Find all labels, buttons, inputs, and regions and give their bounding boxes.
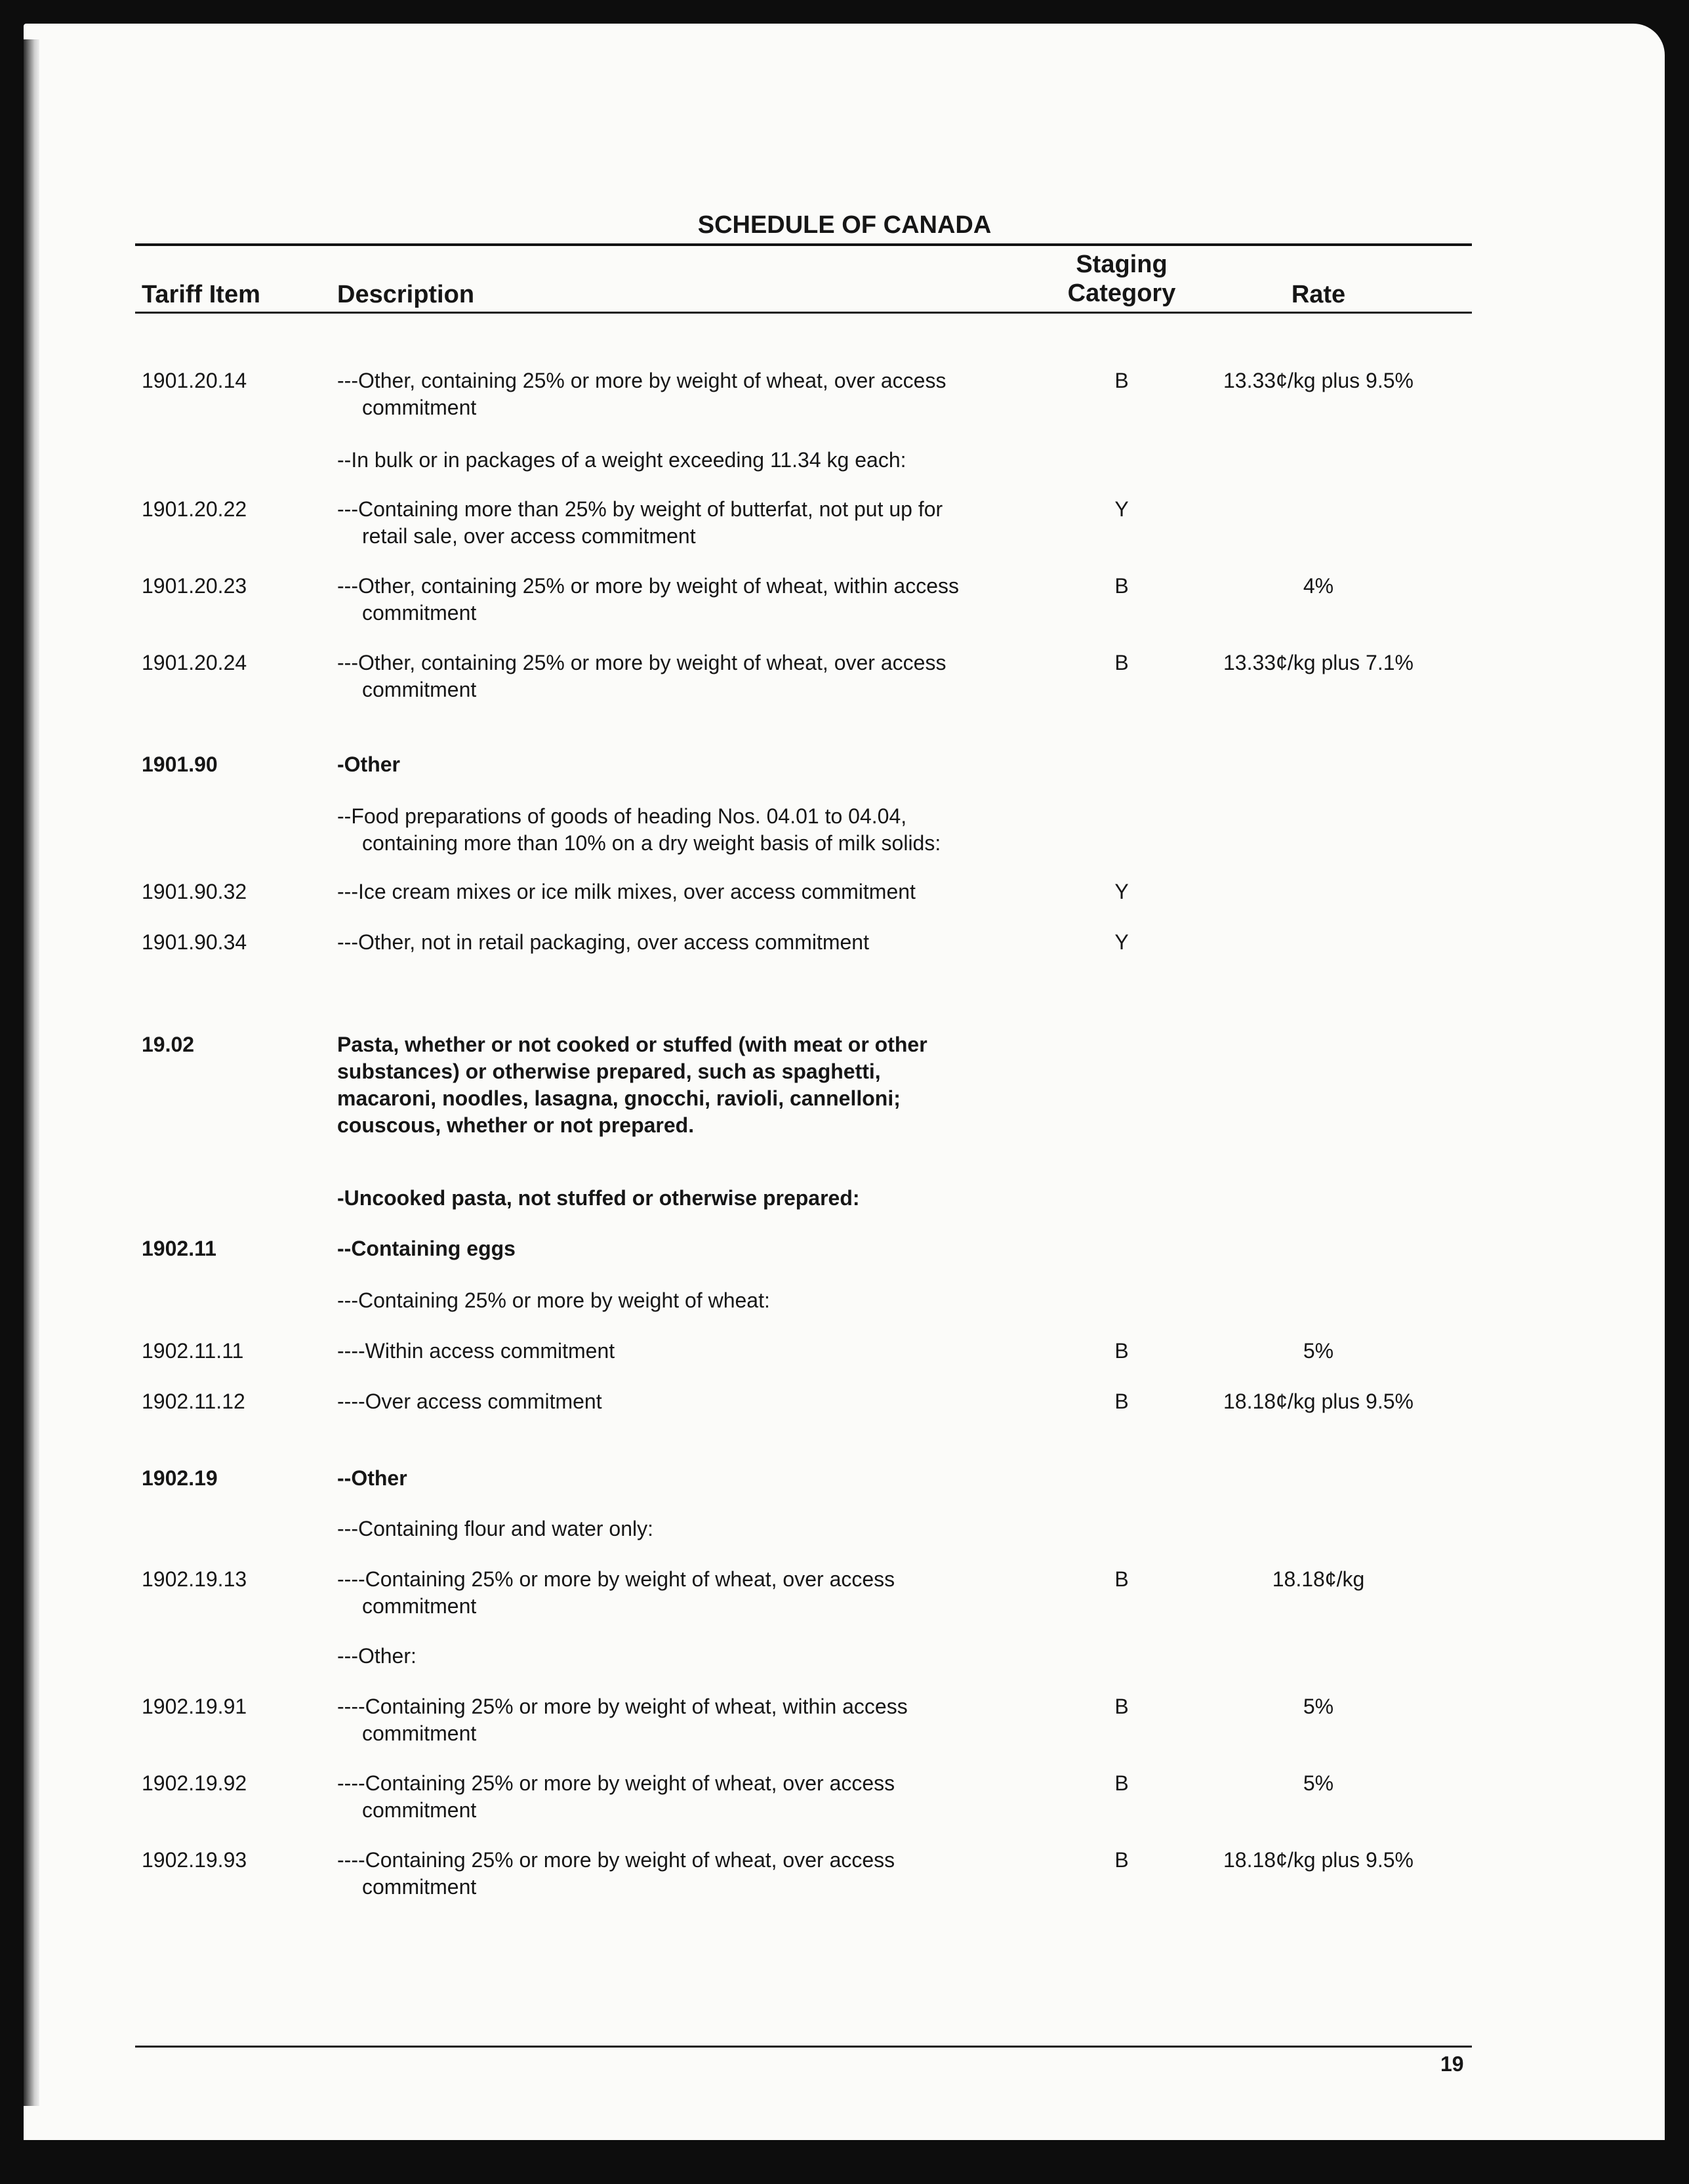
description-text: ---Other, not in retail packaging, over access commitment (337, 930, 869, 954)
description-cell (337, 1847, 993, 1901)
description-text: -Uncooked pasta, not stuffed or otherwise prepared: (337, 1186, 860, 1210)
description-text: ----Within access commitment (337, 1339, 615, 1363)
description-text: --Other (337, 1466, 407, 1490)
staging-category-cell: B (1114, 1567, 1129, 1591)
description-cell (337, 1031, 993, 1139)
rate-cell: 4% (1303, 574, 1334, 598)
col-header-description: Description (337, 281, 475, 308)
tariff-item-cell: 1902.19.93 (142, 1848, 247, 1872)
description-text: ---Containing more than 25% by weight of butterfat, not put up for retail sale, over access commitment (337, 497, 943, 548)
col-header-staging-line2: Category (1067, 279, 1176, 307)
staging-category-cell: Y (1114, 880, 1129, 903)
description-text: --Food preparations of goods of heading Nos. 04.01 to 04.04, containing more than 10% on a dry weight basis of milk solids: (337, 804, 941, 855)
tariff-item-cell: 1901.20.22 (142, 497, 247, 521)
rate-cell: 5% (1303, 1695, 1334, 1718)
tariff-item-cell: 1902.11.12 (142, 1390, 245, 1413)
footer-rule (135, 2046, 1472, 2048)
description-cell (337, 929, 993, 956)
tariff-item-cell: 1902.19.91 (142, 1695, 247, 1718)
staging-category-cell: B (1114, 1848, 1129, 1872)
tariff-item-cell: 1902.11.11 (142, 1339, 244, 1363)
tariff-item-cell: 1901.20.24 (142, 651, 247, 674)
description-cell (337, 1693, 993, 1747)
rate-cell: 13.33¢/kg plus 9.5% (1223, 369, 1414, 392)
page-number: 19 (1440, 2052, 1464, 2076)
description-text: ---Other: (337, 1644, 417, 1668)
description-cell (337, 1643, 993, 1670)
description-cell (337, 1465, 993, 1492)
tariff-item-cell: 1902.19.92 (142, 1771, 247, 1795)
description-cell (337, 803, 993, 857)
tariff-item-cell: 1901.20.14 (142, 369, 247, 392)
description-text: ----Containing 25% or more by weight of wheat, over access commitment (337, 1848, 895, 1899)
description-text: --Containing eggs (337, 1237, 516, 1260)
tariff-item-cell: 19.02 (142, 1033, 195, 1056)
page-binding-edge (24, 39, 39, 2106)
rate-cell: 18.18¢/kg (1272, 1567, 1365, 1591)
description-cell (337, 1185, 993, 1212)
description-cell (337, 573, 993, 627)
tariff-item-cell: 1901.20.23 (142, 574, 247, 598)
col-header-staging-line1: Staging (1076, 251, 1168, 278)
description-text: ----Containing 25% or more by weight of wheat, over access commitment (337, 1567, 895, 1618)
header-bottom-rule (135, 312, 1472, 314)
description-text: ----Containing 25% or more by weight of wheat, within access commitment (337, 1695, 908, 1745)
description-cell (337, 496, 993, 550)
tariff-item-cell: 1901.90.34 (142, 930, 247, 954)
description-cell (337, 1515, 993, 1542)
rate-cell: 5% (1303, 1771, 1334, 1795)
staging-category-cell: B (1114, 574, 1129, 598)
description-cell (337, 1770, 993, 1824)
staging-category-cell: B (1114, 1390, 1129, 1413)
description-text: ---Other, containing 25% or more by weight of wheat, over access commitment (337, 651, 946, 701)
description-cell (337, 878, 993, 905)
description-text: -Other (337, 752, 400, 776)
tariff-item-cell: 1901.90.32 (142, 880, 247, 903)
description-cell (337, 649, 993, 703)
staging-category-cell: Y (1114, 930, 1129, 954)
description-text: ---Containing flour and water only: (337, 1517, 654, 1540)
rate-cell: 13.33¢/kg plus 7.1% (1223, 651, 1414, 674)
tariff-item-cell: 1902.19 (142, 1466, 218, 1490)
description-text: ---Containing 25% or more by weight of wheat: (337, 1288, 770, 1312)
tariff-item-cell: 1902.19.13 (142, 1567, 247, 1591)
description-text: Pasta, whether or not cooked or stuffed (with meat or other substances) or otherwise prepared, such as spaghetti, macaroni, noodles, lasagna, gnocchi, ravioli, cannelloni; couscous, whether or not prepared. (337, 1033, 927, 1137)
staging-category-cell: Y (1114, 497, 1129, 521)
staging-category-cell: B (1114, 1695, 1129, 1718)
staging-category-cell: B (1114, 651, 1129, 674)
description-cell (337, 1388, 993, 1415)
page-title: SCHEDULE OF CANADA (697, 211, 992, 239)
tariff-item-cell: 1902.11 (142, 1237, 216, 1260)
description-text: ---Ice cream mixes or ice milk mixes, over access commitment (337, 880, 916, 903)
description-text: ---Other, containing 25% or more by weight of wheat, within access commitment (337, 574, 959, 625)
header-top-rule (135, 243, 1472, 246)
staging-category-cell: B (1114, 1339, 1129, 1363)
description-cell (337, 1287, 993, 1314)
description-cell (337, 1566, 993, 1620)
description-text: ----Containing 25% or more by weight of wheat, over access commitment (337, 1771, 895, 1822)
description-cell (337, 751, 993, 778)
col-header-tariff-item: Tariff Item (142, 281, 260, 308)
col-header-rate: Rate (1291, 281, 1346, 308)
description-text: --In bulk or in packages of a weight exceeding 11.34 kg each: (337, 448, 906, 472)
description-cell (337, 1338, 993, 1365)
staging-category-cell: B (1114, 1771, 1129, 1795)
description-cell (337, 367, 993, 421)
rate-cell: 18.18¢/kg plus 9.5% (1223, 1848, 1414, 1872)
description-cell (337, 447, 993, 474)
description-cell (337, 1235, 993, 1262)
rate-cell: 5% (1303, 1339, 1334, 1363)
rate-cell: 18.18¢/kg plus 9.5% (1223, 1390, 1414, 1413)
tariff-item-cell: 1901.90 (142, 752, 218, 776)
staging-category-cell: B (1114, 369, 1129, 392)
description-text: ---Other, containing 25% or more by weight of wheat, over access commitment (337, 369, 946, 419)
description-text: ----Over access commitment (337, 1390, 602, 1413)
